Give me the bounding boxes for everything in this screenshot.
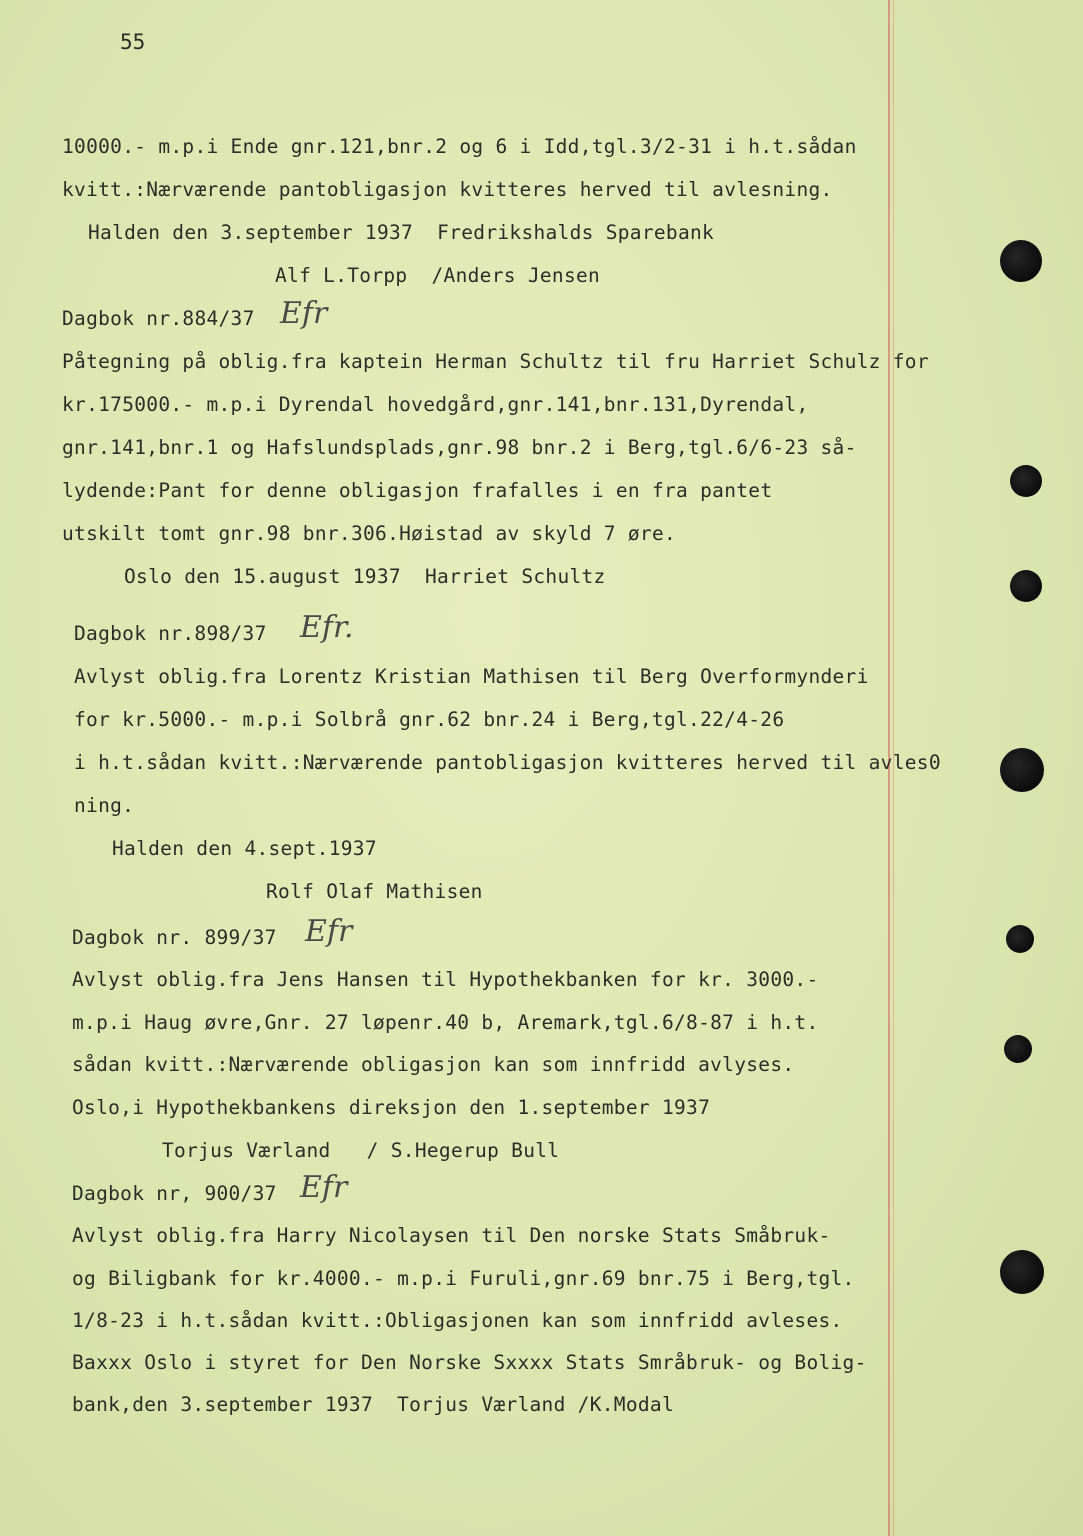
text-line: m.p.i Haug øvre,Gnr. 27 løpenr.40 b, Aremark,tgl.6/8-87 i h.t. <box>72 1011 819 1034</box>
text-line: Baxxx Oslo i styret for Den Norske Sxxxx Stats Smråbruk- og Bolig- <box>72 1351 867 1374</box>
text-line: Avlyst oblig.fra Lorentz Kristian Mathisen til Berg Overformynderi <box>74 665 869 688</box>
text-line: kr.175000.- m.p.i Dyrendal hovedgård,gnr.141,bnr.131,Dyrendal, <box>62 393 809 416</box>
text-line: Halden den 3.september 1937 Fredrikshalds Sparebank <box>88 221 715 244</box>
text-line: 1/8-23 i h.t.sådan kvitt.:Obligasjonen kan som innfridd avleses. <box>72 1309 843 1332</box>
handwritten-initials: Efr <box>305 914 353 949</box>
punch-hole <box>1004 1035 1032 1063</box>
text-line: utskilt tomt gnr.98 bnr.306.Høistad av skyld 7 øre. <box>62 522 677 545</box>
punch-hole <box>1010 570 1042 602</box>
text-line: Påtegning på oblig.fra kaptein Herman Schultz til fru Harriet Schulz for <box>62 350 929 373</box>
text-line: Rolf Olaf Mathisen <box>266 880 483 903</box>
text-line: for kr.5000.- m.p.i Solbrå gnr.62 bnr.24 i Berg,tgl.22/4-26 <box>74 708 785 731</box>
text-line: Torjus Værland / S.Hegerup Bull <box>162 1139 560 1162</box>
text-line: Avlyst oblig.fra Jens Hansen til Hypothekbanken for kr. 3000.- <box>72 968 819 991</box>
text-line: Avlyst oblig.fra Harry Nicolaysen til Den norske Stats Småbruk- <box>72 1224 831 1247</box>
text-line: kvitt.:Nærværende pantobligasjon kvitteres herved til avlesning. <box>62 178 833 201</box>
journal-entry-heading: Dagbok nr.898/37 <box>74 622 267 645</box>
text-line: Oslo,i Hypothekbankens direksjon den 1.september 1937 <box>72 1096 711 1119</box>
punch-hole <box>1000 240 1042 282</box>
text-line: Halden den 4.sept.1937 <box>112 837 377 860</box>
text-line: gnr.141,bnr.1 og Hafslundsplads,gnr.98 bnr.2 i Berg,tgl.6/6-23 så- <box>62 436 857 459</box>
handwritten-initials: Efr <box>280 296 328 331</box>
handwritten-initials: Efr <box>300 1170 348 1205</box>
text-line: bank,den 3.september 1937 Torjus Værland /K.Modal <box>72 1393 674 1416</box>
punch-hole <box>1006 925 1034 953</box>
page-number: 55 <box>120 30 146 54</box>
text-line: ning. <box>74 794 135 817</box>
text-line: i h.t.sådan kvitt.:Nærværende pantobligasjon kvitteres herved til avles0 <box>74 751 941 774</box>
punch-hole <box>1000 748 1044 792</box>
text-line: Alf L.Torpp /Anders Jensen <box>275 264 601 287</box>
text-line: og Biligbank for kr.4000.- m.p.i Furuli,gnr.69 bnr.75 i Berg,tgl. <box>72 1267 855 1290</box>
journal-entry-heading: Dagbok nr.884/37 <box>62 307 255 330</box>
text-line: 10000.- m.p.i Ende gnr.121,bnr.2 og 6 i Idd,tgl.3/2-31 i h.t.sådan <box>62 135 857 158</box>
handwritten-initials: Efr. <box>300 610 354 645</box>
text-line: lydende:Pant for denne obligasjon frafalles i en fra pantet <box>62 479 773 502</box>
journal-entry-heading: Dagbok nr. 899/37 <box>72 926 277 949</box>
punch-hole <box>1010 465 1042 497</box>
text-line: Oslo den 15.august 1937 Harriet Schultz <box>124 565 606 588</box>
text-line: sådan kvitt.:Nærværende obligasjon kan som innfridd avlyses. <box>72 1053 795 1076</box>
punch-hole <box>1000 1250 1044 1294</box>
journal-entry-heading: Dagbok nr, 900/37 <box>72 1182 277 1205</box>
